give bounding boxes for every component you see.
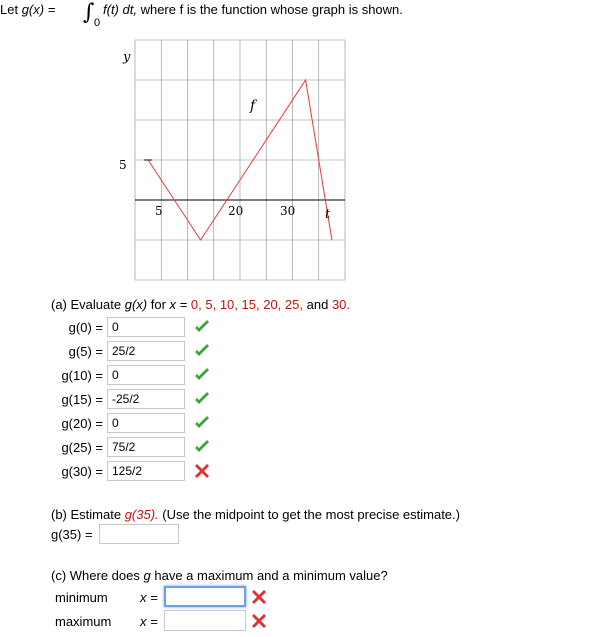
answer-input-g15[interactable]: -25/2 [107,389,185,409]
minimum-x-eq: x = [140,590,158,605]
answer-input-g20[interactable]: 0 [107,413,185,433]
answer-row-g0 [45,316,185,338]
maximum-input[interactable] [164,610,246,631]
part-a-and: and [306,297,329,312]
answer-row-g30 [45,460,185,482]
minimum-label: minimum [55,590,108,605]
answer-row-g25 [45,436,185,458]
integral-lower-bound: 0 [94,17,101,29]
part-b-text2: (Use the midpoint to get the most precise estimate.) [162,507,460,522]
part-a-for: for [150,297,166,312]
answer-label: g(0) = [68,319,103,335]
part-c-g: g [143,568,151,583]
let-text: Let [0,2,19,17]
part-a-val-25: 25, [284,297,303,312]
cross-icon [251,589,267,605]
part-a-val-20: 20, [263,297,282,312]
answer-input-g10[interactable]: 0 [107,365,185,385]
g-definition: g(x) = [21,2,56,17]
check-icon [194,391,210,407]
answer-label: g(10) = [61,367,103,383]
answer-input-g0[interactable]: 0 [107,317,185,337]
integrand-line [103,2,403,17]
answer-input-g5[interactable]: 25/2 [107,341,185,361]
part-a-val-0: 0, [190,297,202,312]
answer-row-g10 [45,364,185,386]
answer-label: g(25) = [61,439,103,455]
answer-input-g25[interactable]: 75/2 [107,437,185,457]
y-axis-label: y [123,50,131,65]
cross-icon [251,613,267,629]
function-graph [119,40,345,280]
problem-statement [0,2,55,17]
answer-input-g30[interactable]: 125/2 [107,461,185,481]
maximum-label: maximum [55,614,112,629]
part-a-val-10: 10, [219,297,238,312]
answer-label: g(15) = [61,391,103,407]
part-c-prompt [51,568,388,583]
part-b-prompt [51,507,460,522]
answer-input-g35[interactable] [99,524,179,544]
part-a-xeq: x = [169,297,188,312]
x-tick-5: 5 [155,204,163,218]
part-a-gx: g(x) [124,297,148,312]
f-curve-label: f [250,98,256,114]
x-tick-30: 30 [280,204,296,218]
check-icon [194,319,210,335]
part-b-text1: (b) Estimate [51,507,122,522]
graph-grid [135,40,345,280]
answer-row-g35 [51,523,179,545]
integrand: f(t) dt, [103,2,137,17]
check-icon [194,415,210,431]
description: where f is the function whose graph is shown. [140,2,403,17]
part-a-val-15: 15, [241,297,260,312]
answer-label: g(5) = [68,343,103,359]
check-icon [194,343,210,359]
y-tick-5: 5 [119,158,127,172]
answer-row-g5 [45,340,185,362]
part-b-g35: g(35). [124,507,159,522]
check-icon [194,439,210,455]
check-icon [194,367,210,383]
part-a-val-5: 5, [205,297,217,312]
part-a-prompt [51,297,350,312]
integral-sign: ∫ [83,0,95,25]
answer-row-g15 [45,388,185,410]
answer-label: g(30) = [61,463,103,479]
minimum-input[interactable] [164,586,246,607]
answer-label: g(20) = [61,415,103,431]
part-a-val-30: 30. [331,297,351,312]
part-a-prefix: (a) Evaluate [51,297,122,312]
maximum-x-eq: x = [140,614,158,629]
part-c-text1: (c) Where does [51,568,140,583]
x-axis-label: t [325,207,331,222]
part-c-text2: have a maximum and a minimum value? [154,568,388,583]
x-tick-20: 20 [228,204,244,218]
answer-row-g20 [45,412,185,434]
cross-icon [194,463,210,479]
answer-label: g(35) = [51,526,93,542]
